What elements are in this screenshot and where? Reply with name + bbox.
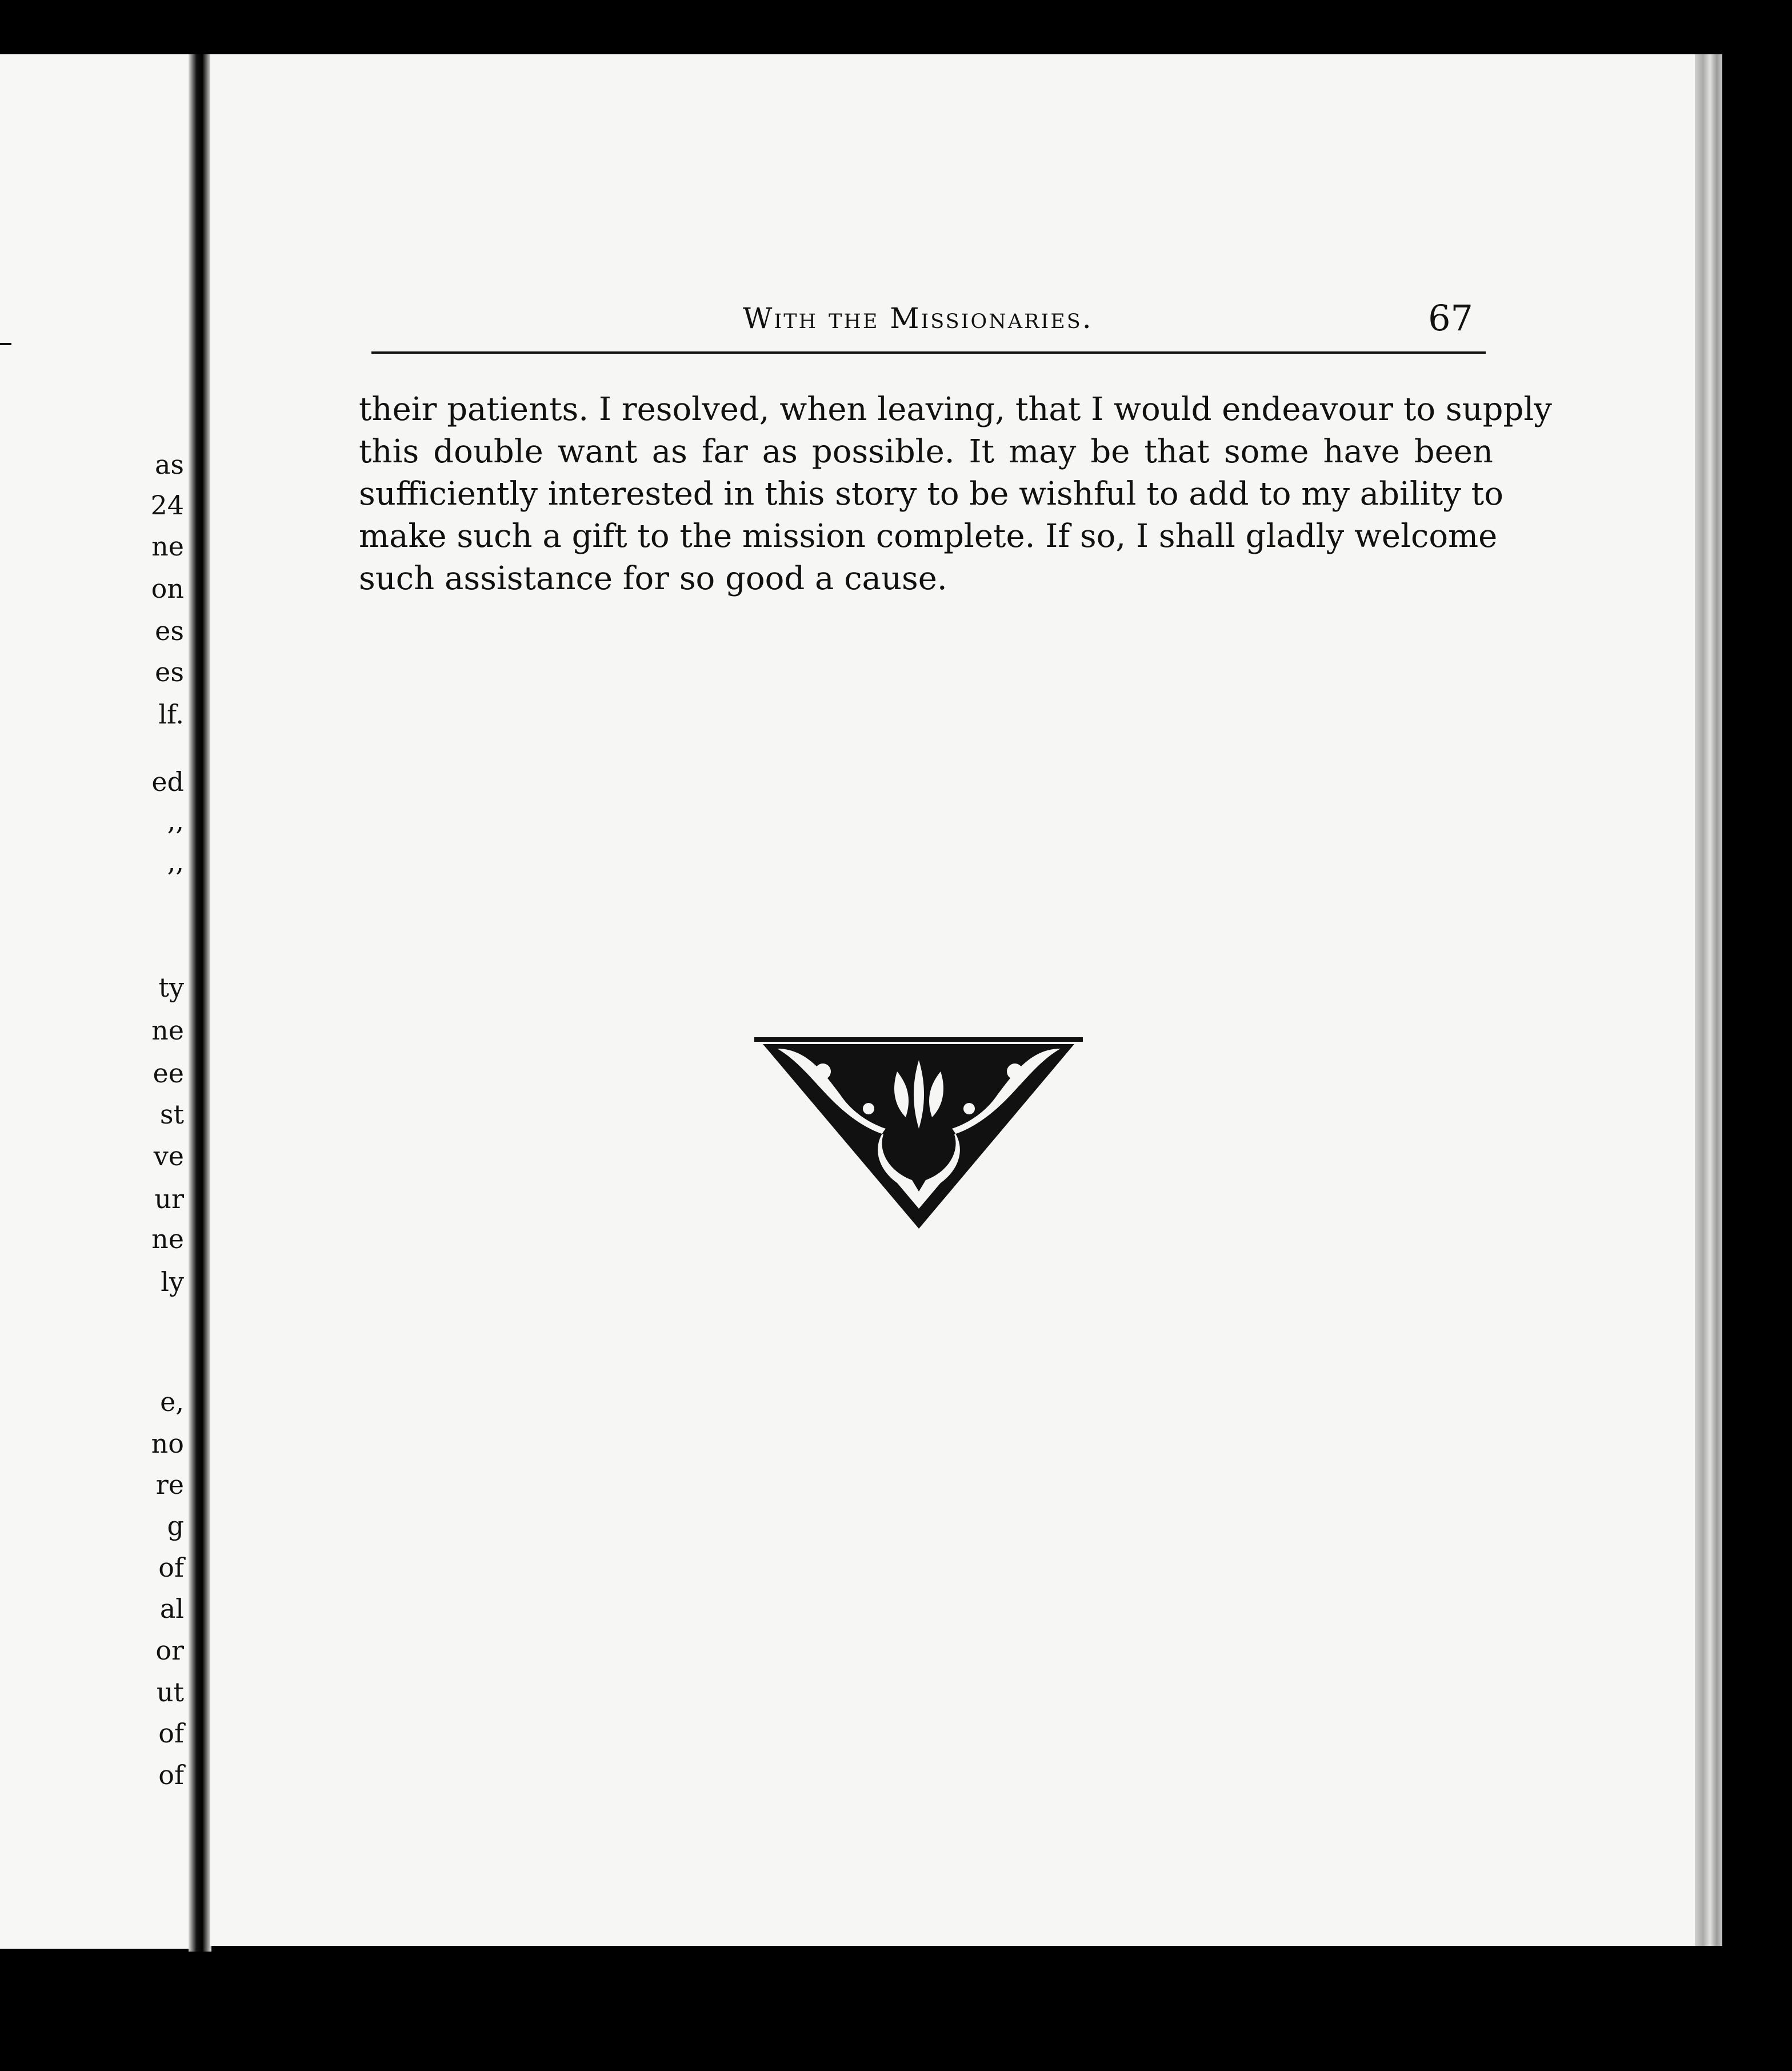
previous-page-word: ne <box>151 1015 184 1046</box>
page-edge <box>1695 54 1722 1946</box>
tailpiece-ornament-icon <box>754 1037 1083 1232</box>
previous-page-word: re <box>155 1469 184 1500</box>
previous-page-word: ne <box>151 531 184 562</box>
previous-page-word: ur <box>154 1184 184 1214</box>
book-spine <box>189 54 211 1952</box>
previous-page-word: of <box>158 1718 184 1749</box>
running-head-title: With the Missionaries. <box>743 302 1093 335</box>
previous-page-word: no <box>151 1428 184 1459</box>
previous-page-word: e, <box>160 1386 184 1417</box>
previous-page-word: es <box>155 615 184 646</box>
previous-page-word: al <box>159 1593 184 1624</box>
previous-page-word: on <box>151 573 184 604</box>
body-line: their patients. I resolved, when leaving, that I would endeavour to supply <box>359 391 1552 428</box>
previous-page-fragment <box>0 54 189 1949</box>
previous-page-word: ed <box>151 766 184 797</box>
previous-page-word: lf. <box>158 699 184 730</box>
previous-page-rule <box>0 343 11 345</box>
previous-page-word: ,, <box>167 805 184 836</box>
previous-page-word: ee <box>153 1058 184 1089</box>
previous-page-word: as <box>154 449 184 480</box>
running-head <box>371 297 1486 354</box>
previous-page-word: ut <box>156 1677 184 1708</box>
previous-page-word: or <box>155 1635 184 1666</box>
previous-page-word: ,, <box>167 846 184 877</box>
body-line: make such a gift to the mission complete. If so, I shall gladly welcome <box>359 518 1498 555</box>
previous-page-word: ve <box>153 1141 184 1172</box>
page-number: 67 <box>1428 297 1473 339</box>
previous-page-word: 24 <box>150 490 184 521</box>
previous-page-word: of <box>158 1552 184 1583</box>
previous-page-word: ne <box>151 1224 184 1254</box>
previous-page-word: es <box>155 657 184 687</box>
body-line: this double want as far as possible. It may be that some have been <box>359 433 1493 470</box>
body-line: such assistance for so good a cause. <box>359 560 947 597</box>
previous-page-word: st <box>159 1099 184 1130</box>
body-paragraph <box>359 389 1552 600</box>
previous-page-word: g <box>167 1510 184 1541</box>
previous-page-word: ty <box>158 972 184 1003</box>
previous-page-word: of <box>158 1760 184 1790</box>
previous-page-word: ly <box>161 1266 184 1297</box>
body-line: sufficiently interested in this story to be wishful to add to my ability to <box>359 475 1503 513</box>
